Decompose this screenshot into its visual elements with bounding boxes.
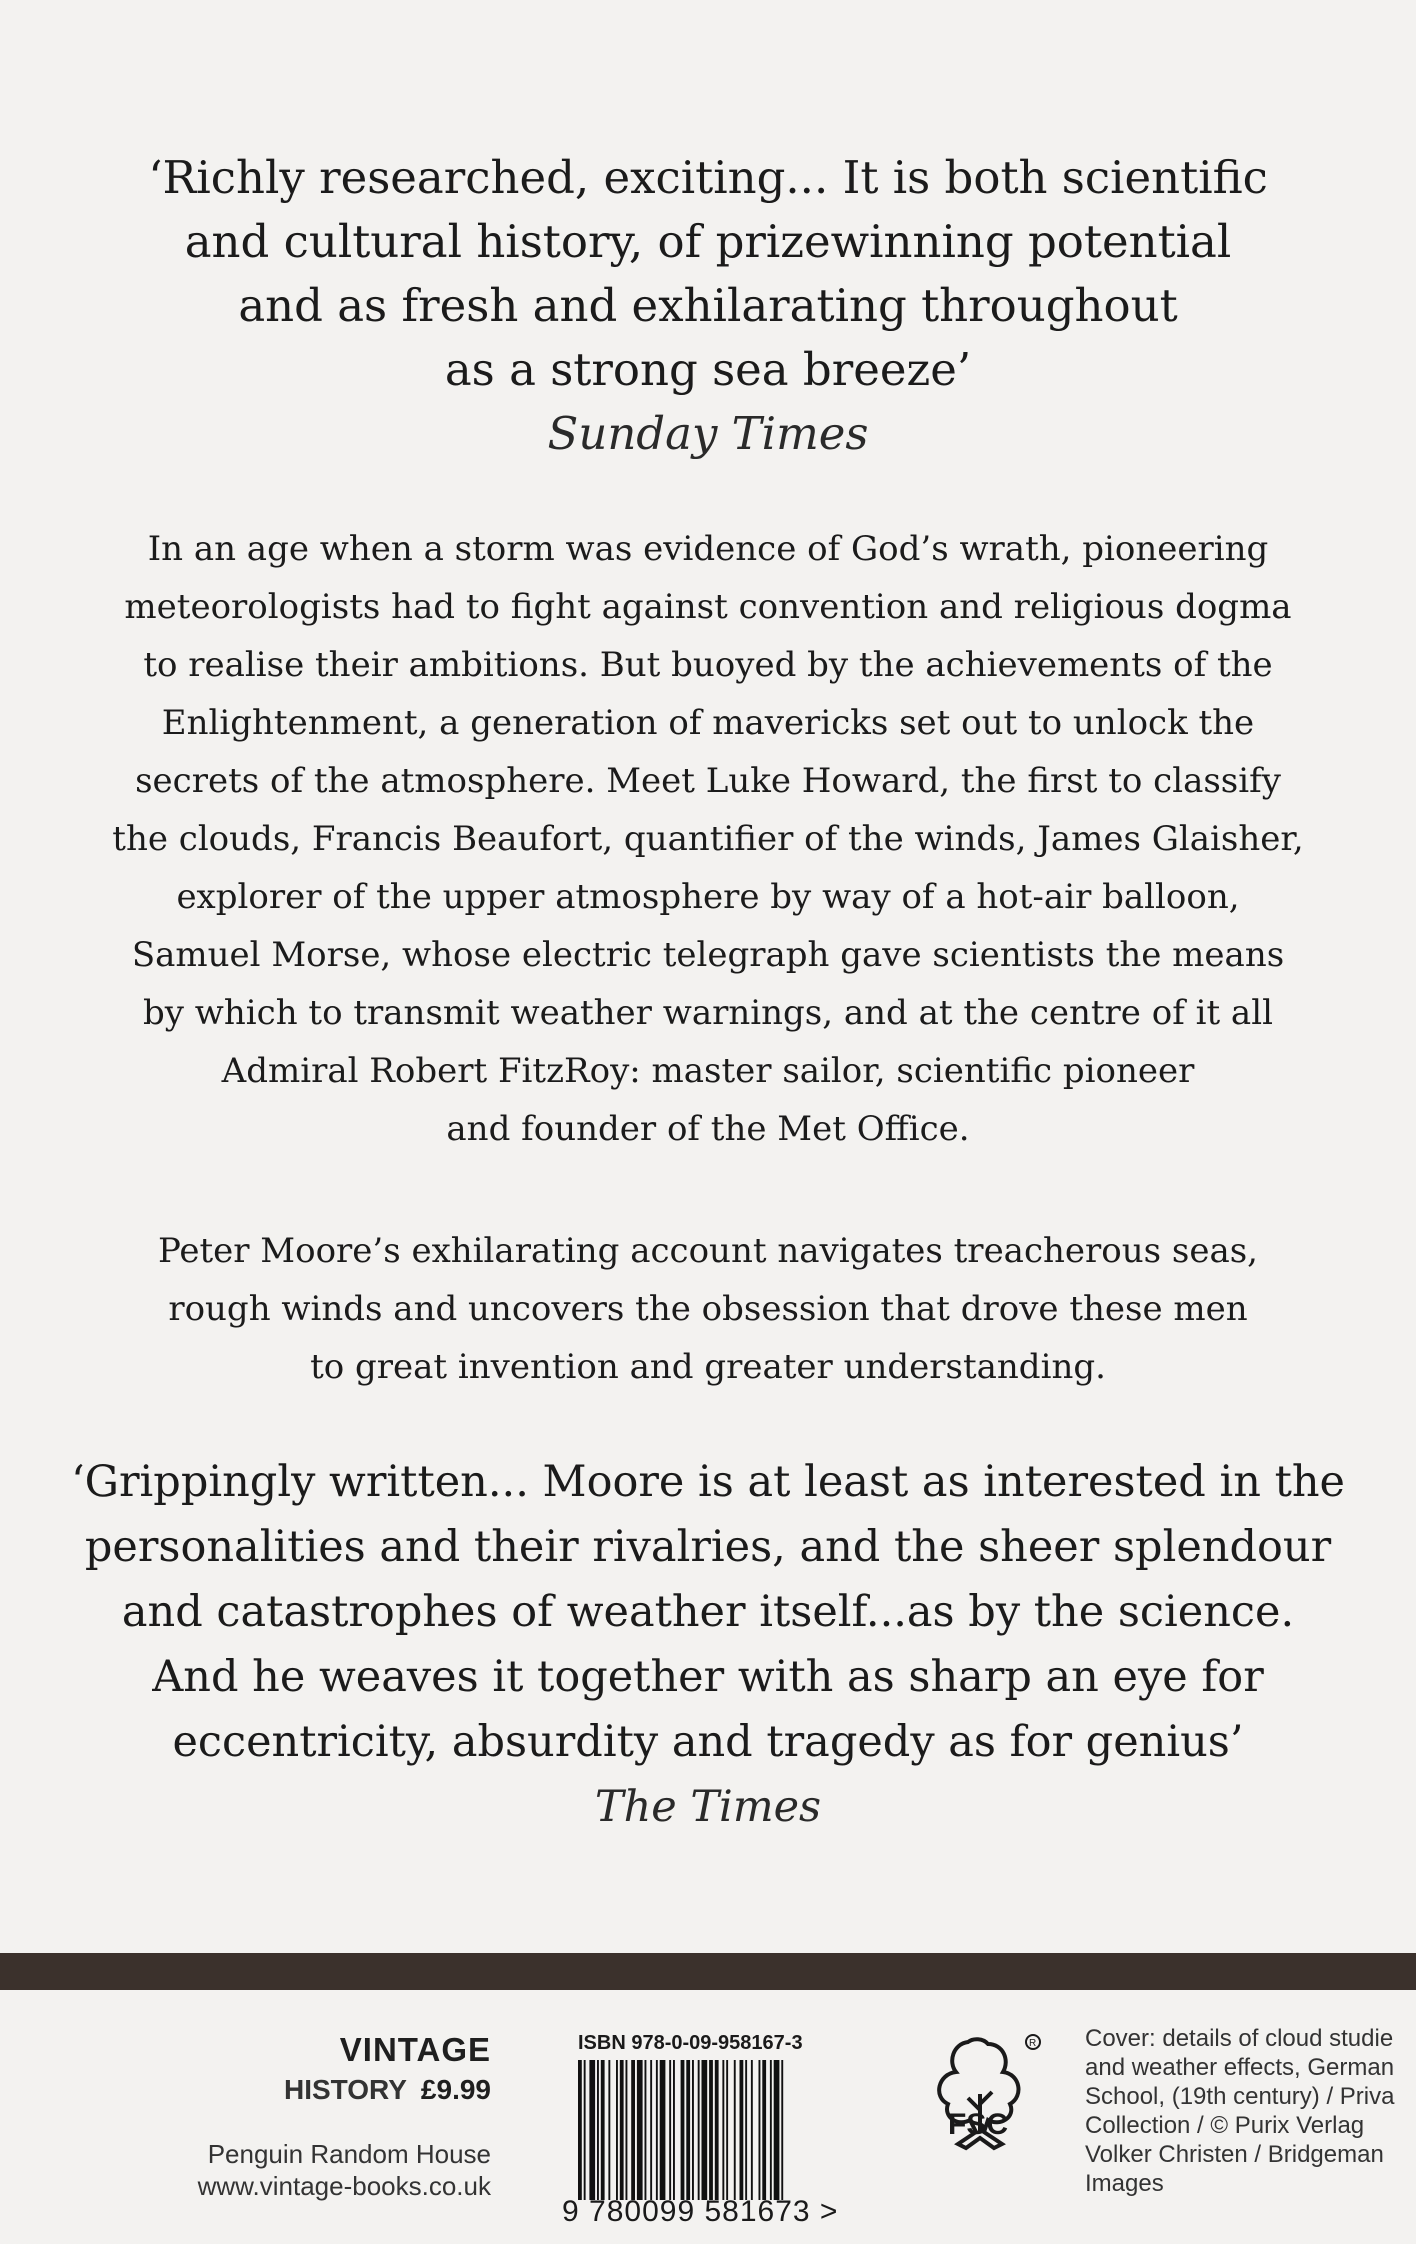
quote-source: Sunday Times	[547, 407, 869, 460]
book-description	[0, 520, 1416, 1158]
barcode-bar	[589, 2060, 595, 2200]
back-cover-footer	[0, 1990, 1416, 2244]
description-line: In an age when a storm was evidence of God’s wrath, pioneering	[147, 529, 1269, 569]
description-line: to realise their ambitions. But buoyed by the achievements of the	[143, 645, 1273, 685]
quote-line: personalities and their rivalries, and the sheer splendour	[84, 1522, 1332, 1572]
barcode-bar	[645, 2060, 647, 2200]
barcode-bar	[584, 2060, 586, 2200]
book-description-summary	[0, 1222, 1416, 1396]
barcode-bar	[740, 2060, 744, 2200]
barcode-bar	[608, 2060, 610, 2200]
barcode-bar	[781, 2060, 783, 2200]
category-price	[198, 2072, 491, 2108]
summary-line: Peter Moore’s exhilarating account navigates treacherous seas,	[157, 1231, 1258, 1271]
quote-line: and cultural history, of prizewinning potential	[184, 215, 1232, 268]
barcode-bar	[597, 2060, 599, 2200]
quote-source: The Times	[594, 1782, 822, 1832]
barcode-bar	[616, 2060, 618, 2200]
publisher-name: Penguin Random House	[207, 2139, 491, 2169]
quote-line: And he weaves it together with as sharp an eye for	[152, 1652, 1264, 1702]
summary-line: rough winds and uncovers the obsession that drove these men	[168, 1289, 1248, 1329]
description-line: explorer of the upper atmosphere by way of a hot-air balloon,	[176, 877, 1240, 917]
quote-line: ‘Richly researched, exciting... It is both scientific	[148, 151, 1268, 204]
barcode-bar	[751, 2060, 753, 2200]
barcode-bar	[578, 2060, 582, 2200]
description-line: secrets of the atmosphere. Meet Luke Howard, the first to classify	[135, 761, 1281, 801]
barcode-bar	[650, 2060, 652, 2200]
barcode-bar	[620, 2060, 624, 2200]
credit-line: School, (19th century) / Priva	[1085, 2083, 1395, 2110]
cover-credit	[1085, 2024, 1394, 2198]
publisher-website: www.vintage-books.co.uk	[197, 2171, 491, 2201]
credit-line: Collection / © Purix Verlag	[1085, 2112, 1365, 2139]
review-quote-the-times	[0, 1450, 1416, 1840]
review-quote-sunday-times	[0, 146, 1416, 466]
description-line: meteorologists had to fight against convention and religious dogma	[124, 587, 1292, 627]
barcode-bar	[656, 2060, 658, 2200]
description-line: the clouds, Francis Beaufort, quantifier of the winds, James Glaisher,	[112, 819, 1304, 859]
barcode-bar	[681, 2060, 685, 2200]
description-line: and founder of the Met Office.	[446, 1109, 970, 1149]
description-line: by which to transmit weather warnings, and at the centre of it all	[143, 993, 1273, 1033]
credit-line: and weather effects, German	[1085, 2054, 1395, 2081]
barcode-bar	[715, 2060, 719, 2200]
barcode-bar	[759, 2060, 761, 2200]
barcode-bar	[698, 2060, 700, 2200]
summary-line: to great invention and greater understanding.	[310, 1347, 1106, 1387]
imprint-name: VINTAGE	[339, 2031, 491, 2068]
barcode-bar	[722, 2060, 724, 2200]
barcode-bar	[774, 2060, 780, 2200]
barcode-bar	[637, 2060, 643, 2200]
description-line: Admiral Robert FitzRoy: master sailor, scientific pioneer	[221, 1051, 1195, 1091]
quote-line: ‘Grippingly written... Moore is at least as interested in the	[70, 1457, 1346, 1507]
footer-band	[0, 1953, 1416, 1990]
svg-text:R: R	[1029, 2038, 1037, 2049]
imprint-block	[198, 2030, 491, 2202]
barcode-bar	[702, 2060, 708, 2200]
barcode-bar	[673, 2060, 675, 2200]
fsc-logo-icon	[928, 2032, 1043, 2182]
barcode-bar	[726, 2060, 728, 2200]
credit-line: Cover: details of cloud studie	[1085, 2025, 1394, 2052]
barcode-bar	[762, 2060, 766, 2200]
barcode-bar	[709, 2060, 713, 2200]
quote-line: as a strong sea breeze’	[444, 343, 972, 396]
ean-digits: 9 780099 581673 >	[562, 2195, 839, 2228]
quote-line: eccentricity, absurdity and tragedy as for genius’	[172, 1717, 1244, 1767]
barcode-bar	[692, 2060, 694, 2200]
fsc-label: FSC	[948, 2108, 1008, 2141]
barcode	[578, 2060, 848, 2200]
barcode-bar	[734, 2060, 736, 2200]
barcode-bar	[660, 2060, 666, 2200]
barcode-bar	[601, 2060, 605, 2200]
quote-line: and catastrophes of weather itself...as by the science.	[121, 1587, 1295, 1637]
credit-line: Images	[1085, 2170, 1164, 2197]
barcode-bar	[626, 2060, 628, 2200]
barcode-bar	[686, 2060, 690, 2200]
isbn-label: ISBN 978-0-09-958167-3	[578, 2032, 803, 2054]
description-line: Enlightenment, a generation of mavericks set out to unlock the	[161, 703, 1255, 743]
credit-line: Volker Christen / Bridgeman	[1085, 2141, 1384, 2168]
description-line: Samuel Morse, whose electric telegraph gave scientists the means	[131, 935, 1285, 975]
barcode-bar	[770, 2060, 772, 2200]
barcode-bar	[745, 2060, 747, 2200]
barcode-bar	[631, 2060, 635, 2200]
price-label: £9.99	[420, 2074, 491, 2105]
barcode-bar	[669, 2060, 671, 2200]
quote-line: and as fresh and exhilarating throughout	[238, 279, 1178, 332]
category-label: HISTORY	[284, 2074, 407, 2105]
